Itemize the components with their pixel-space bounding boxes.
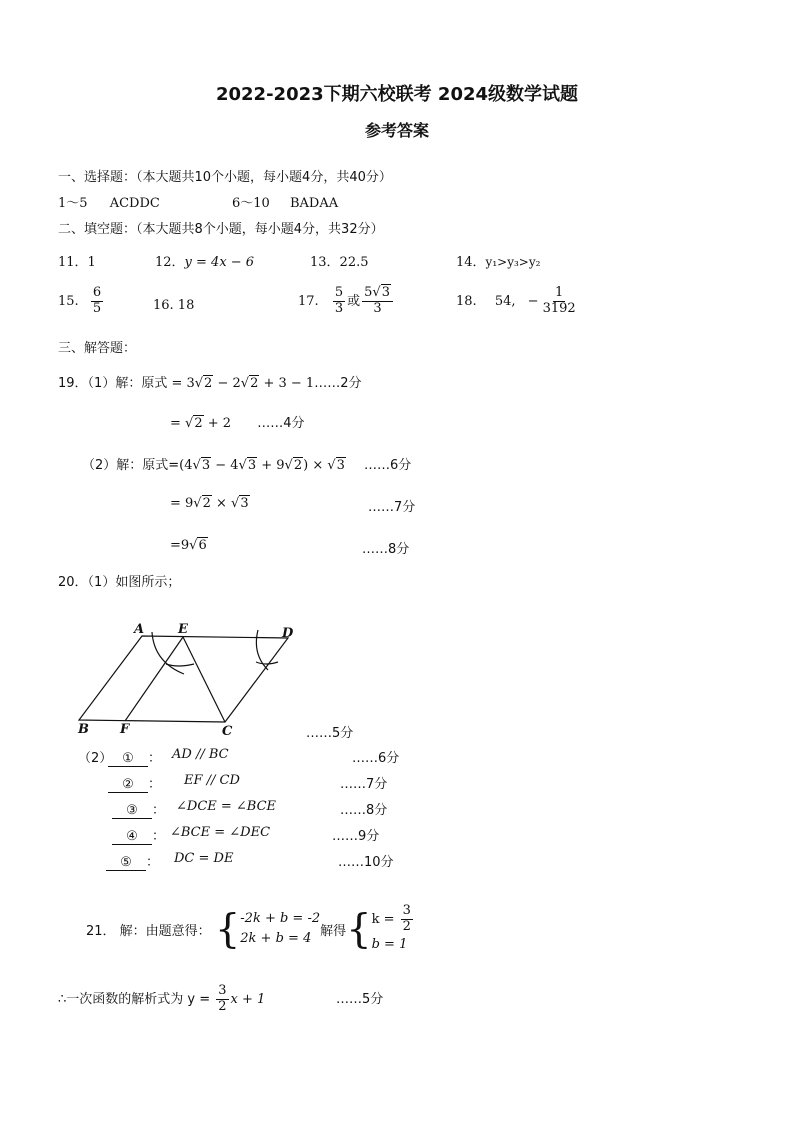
radicand: 2 (204, 376, 213, 391)
answer-16: 16. 18 (153, 298, 195, 313)
step-mark: ⑤ (106, 855, 146, 871)
radicand: 3 (247, 458, 257, 473)
q21-solve: 解得 (320, 923, 347, 939)
answer-15-fraction (91, 286, 103, 317)
expr: = (170, 416, 186, 431)
step-mark: ④ (112, 829, 152, 845)
label-a: A (134, 622, 145, 637)
q20-step-4-reason: ∠BCE = ∠DEC (170, 825, 271, 840)
label-b: B (78, 722, 89, 737)
fraction-numerator: 5 (334, 285, 344, 300)
answer-13: 13．22.5 (310, 255, 369, 270)
expr: + 9 (257, 458, 285, 473)
q19-part2-score1: ……6分 (364, 458, 412, 473)
score: ……2分 (314, 376, 362, 391)
step-mark: ② (108, 777, 148, 793)
fraction-denominator: 3192 (542, 300, 576, 316)
system-brace-2: { (346, 906, 372, 953)
answer-12-value: y = 4x − 6 (184, 255, 255, 270)
section3-heading: 三、解答题： (58, 341, 137, 356)
q20-step-5: ⑤ ： (106, 851, 159, 871)
fraction-numerator: 6 (92, 285, 102, 300)
fraction-numerator: 5√3 (362, 286, 393, 302)
expr: − 4 (211, 458, 239, 473)
q21-conclusion (58, 984, 265, 1015)
q20-step-5-score: ……10分 (338, 855, 394, 870)
radicand: 2 (293, 458, 303, 473)
answer-18-label: 18. (456, 293, 477, 309)
q19-part2-line1: （2）解：原式=(4√3 − 4√3 + 9√2) × √3 (82, 458, 345, 473)
q21-equations (240, 909, 320, 949)
expr: ∴一次函数的解析式为 y = (58, 991, 215, 1007)
label-c: C (222, 724, 233, 738)
answer-12 (155, 251, 254, 270)
q20-step-3-reason: ∠DCE = ∠BCE (176, 799, 277, 814)
q21-system (86, 904, 415, 955)
q20-step-3-score: ……8分 (340, 803, 388, 818)
answer-11: 11．1 (58, 255, 96, 270)
section1-heading: 一、选择题：（本大题共10个小题，每小题4分，共40分） (58, 170, 392, 185)
step-mark: ① (108, 751, 148, 767)
fraction-numerator: 3 (218, 983, 227, 998)
choice-answers-2: BADAA (289, 196, 339, 211)
system-brace-1: { (214, 906, 241, 953)
q21-score: ……5分 (336, 992, 384, 1007)
page-subtitle: 参考答案 (364, 121, 429, 140)
answer-18-sign: − (527, 293, 539, 309)
segment-ec (183, 637, 225, 722)
q20-part2-label: （2） (78, 751, 113, 766)
choice-row-2 (232, 192, 338, 211)
label-d: D (282, 626, 294, 641)
q20-part1: 20．（1）如图所示； (58, 575, 181, 590)
q20-step-1-score: ……6分 (352, 751, 400, 766)
answer-17 (298, 286, 395, 317)
answer-15-label: 15. (58, 293, 79, 309)
q21-solution (372, 904, 415, 955)
section2-heading: 二、填空题：（本大题共8个小题，每小题4分，共32分） (58, 222, 384, 237)
fraction-denominator: 5 (92, 300, 102, 316)
q19-part1-label: 19．（1）解：原式 (58, 376, 172, 391)
answer-14 (456, 251, 540, 270)
q21-eq1: -2k + b = -2 (240, 911, 321, 927)
expr: = 9 (170, 496, 194, 511)
label-f: F (120, 722, 130, 737)
answer-18 (456, 286, 580, 317)
q20-step-2: ② ： (108, 773, 161, 793)
expr: + 2 (203, 416, 232, 431)
construction-arc-2 (166, 664, 194, 666)
q19-part1-line2: = √2 + 2 ……4分 (170, 416, 305, 431)
construction-arc-1 (152, 632, 184, 674)
answer-15 (58, 286, 105, 317)
answer-17-or: 或 (347, 293, 361, 309)
q20-step-2-score: ……7分 (340, 777, 388, 792)
expr: ) × (303, 458, 328, 473)
expr: − 2 (213, 376, 241, 391)
answer-17-fraction-1 (333, 286, 345, 317)
q20-figure-score: ……5分 (306, 726, 354, 741)
fraction-denominator: 2 (218, 998, 227, 1014)
q21-sol1 (372, 904, 415, 935)
expr: = 3 (171, 376, 195, 391)
q21-sol2: b = 1 (371, 936, 408, 952)
fraction-numerator: 1 (554, 285, 564, 300)
expr: × (211, 496, 232, 511)
q21-conclusion-fraction (216, 984, 228, 1015)
parallelogram-figure (70, 618, 310, 738)
radicand: 3 (240, 496, 249, 511)
expr: x + 1 (230, 991, 266, 1007)
construction-arc-4 (256, 662, 278, 664)
label-e: E (178, 622, 188, 637)
radicand: 3 (381, 285, 390, 300)
page-title: 2022-2023下期六校联考 2024级数学试题 (215, 84, 579, 105)
q19-part2-label: （2）解：原式= (82, 458, 180, 473)
q20-step-5-reason: DC = DE (174, 851, 234, 866)
choice-row-1 (58, 192, 160, 211)
fraction-denominator: 3 (373, 300, 382, 316)
expr: (4 (179, 458, 193, 473)
radicand: 2 (250, 376, 259, 391)
segment-ef (125, 637, 183, 721)
choice-range-1: 1～5 (58, 196, 88, 211)
q20-step-4-score: ……9分 (332, 829, 380, 844)
answer-12-label: 12． (155, 255, 185, 270)
q20-step-3: ③ ： (112, 799, 165, 819)
q20-step-1: ① ： (108, 747, 161, 767)
radicand: 6 (198, 538, 207, 553)
q19-part2-score2: ……7分 (368, 500, 416, 515)
radicand: 3 (336, 458, 345, 473)
expr: + 3 − 1 (259, 376, 315, 391)
fraction-denominator: 3 (334, 300, 344, 316)
q20-step-4: ④ ： (112, 825, 165, 845)
coef: 5 (364, 285, 373, 300)
choice-answers-1: ACDDC (109, 196, 160, 211)
fraction-numerator: 3 (402, 903, 411, 918)
answer-17-label: 17. (298, 293, 319, 309)
fraction-denominator: 2 (402, 918, 411, 934)
choice-range-2: 6～10 (232, 196, 270, 211)
step-mark: ③ (112, 803, 152, 819)
q21-eq2: 2k + b = 4 (240, 931, 312, 947)
q19-part2-score3: ……8分 (362, 542, 410, 557)
q21-sol1-fraction (401, 904, 413, 935)
radicand: 3 (201, 458, 211, 473)
answer-18-fraction (541, 286, 578, 317)
expr: =9 (170, 538, 190, 553)
radicand: 2 (202, 496, 211, 511)
q20-step-1-reason: AD // BC (172, 747, 229, 762)
q19-part2-line2: = 9√2 × √3 (170, 496, 249, 511)
answer-18-first: 54, (494, 293, 516, 309)
answer-14-label: 14． (456, 255, 486, 270)
radicand: 2 (194, 416, 203, 431)
score: ……4分 (257, 416, 305, 431)
q19-part1-line1: 19．（1）解：原式 = 3√2 − 2√2 + 3 − 1……2分 (58, 376, 362, 391)
q19-part2-line3: =9√6 (170, 538, 207, 553)
q21-label: 21． 解：由题意得： (86, 923, 211, 939)
answer-17-fraction-2 (362, 286, 393, 317)
q20-step-2-reason: EF // CD (184, 773, 240, 788)
answer-14-value: y₁>y₃>y₂ (485, 255, 541, 269)
expr: k = (371, 911, 399, 927)
